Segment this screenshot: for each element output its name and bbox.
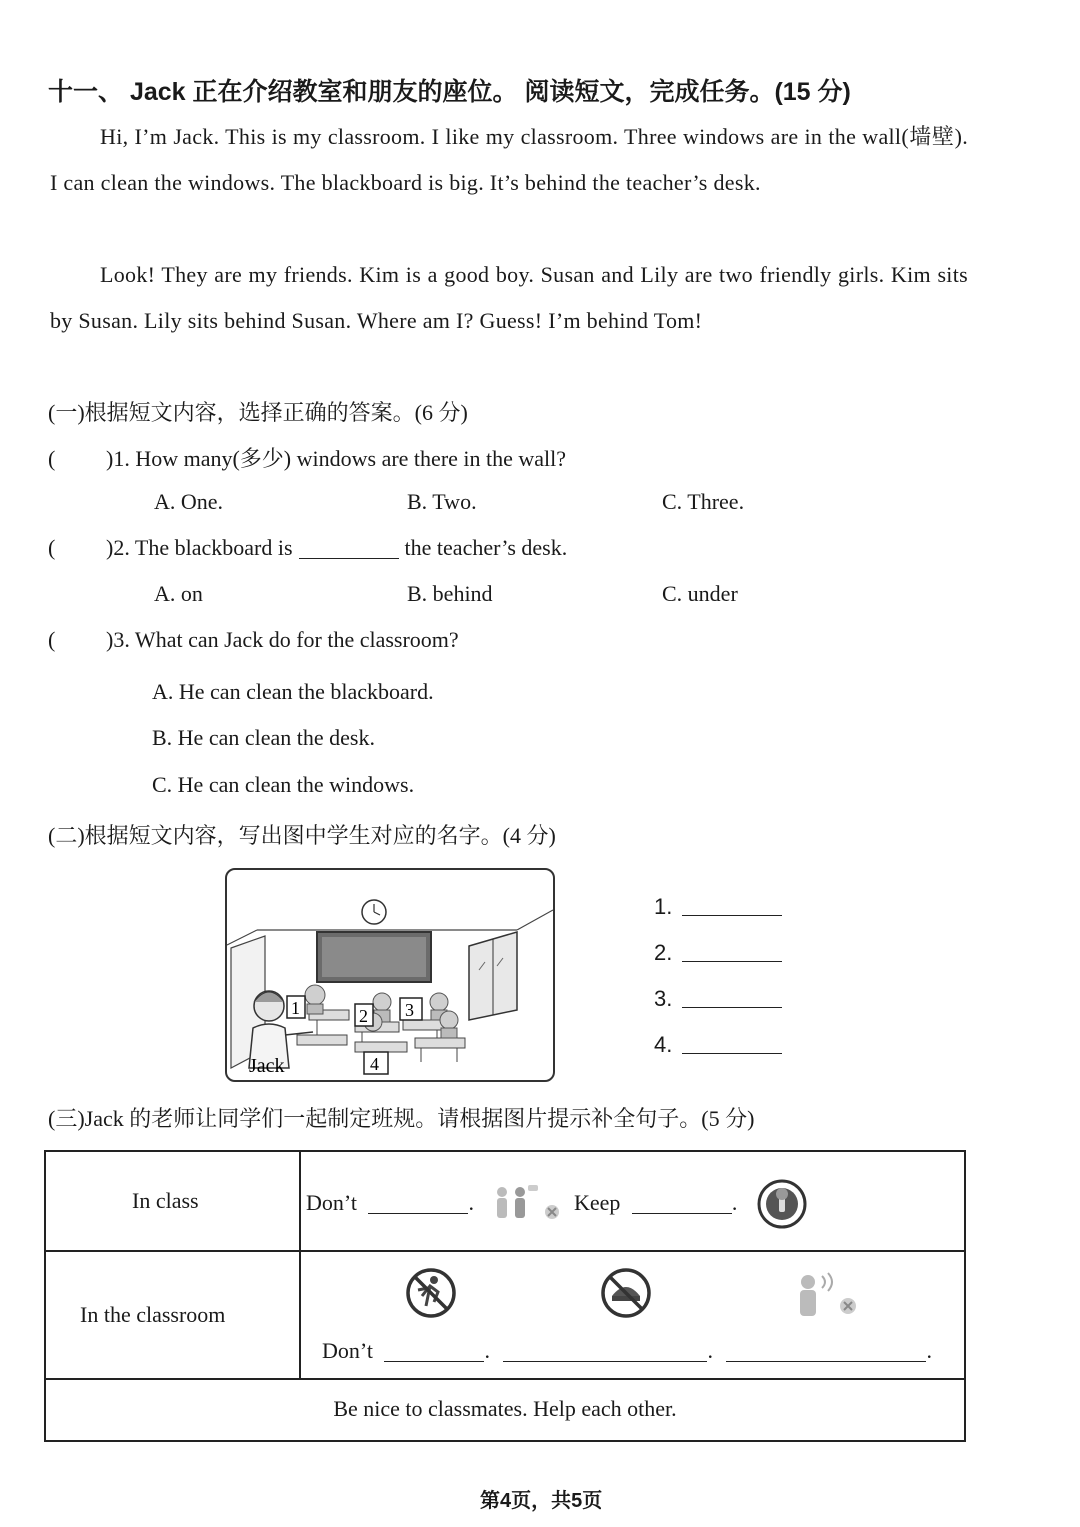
passage-paragraph-2: Look! They are my friends. Kim is a good boy. Susan and Lily are two friendly girls. Kim sits by Susan. Lily sits behind Susan. Where am I? Guess! I’m behind Tom! xyxy=(50,262,968,333)
answer-line-4 xyxy=(654,1032,782,1058)
row1-sentence xyxy=(306,1190,474,1216)
q3-option-b: B. He can clean the desk. xyxy=(152,725,375,750)
q3-option-c: C. He can clean the windows. xyxy=(152,772,415,797)
row1-keep-sentence xyxy=(574,1190,737,1216)
fill-blank[interactable] xyxy=(384,1341,484,1362)
figure-label-jack: Jack xyxy=(249,1055,285,1077)
fill-blank[interactable] xyxy=(368,1193,468,1214)
classroom-illustration xyxy=(225,868,555,1082)
q1-option-b: B. Two. xyxy=(407,489,477,514)
question-1 xyxy=(48,442,566,473)
q2-option-c: C. under xyxy=(662,581,738,606)
fill-blank[interactable] xyxy=(726,1341,926,1362)
answer-blank[interactable] xyxy=(682,941,782,962)
clock-icon xyxy=(362,900,386,924)
q2-option-a: A. on xyxy=(154,581,203,606)
answer-paren[interactable]: ( xyxy=(48,627,56,652)
answer-blank[interactable] xyxy=(682,987,782,1008)
q1-option-c: C. Three. xyxy=(662,489,745,514)
page-footer: 第4页，共5页 xyxy=(480,1490,603,1512)
question-1-text: )1. How many(多少) windows are there in the wall? xyxy=(106,446,567,471)
no-eating-icon xyxy=(599,1266,653,1325)
figure-label-2: 2 xyxy=(359,1006,368,1026)
answer-paren[interactable]: ( xyxy=(48,446,56,471)
figure-label-4: 4 xyxy=(370,1054,379,1074)
q1-option-a: A. One. xyxy=(154,489,224,514)
period: . xyxy=(707,1338,713,1363)
answer-line-1 xyxy=(654,894,782,920)
answer-line-3 xyxy=(654,986,782,1012)
answer-blank[interactable] xyxy=(682,1033,782,1054)
row2-sentence xyxy=(322,1338,932,1364)
period: . xyxy=(484,1338,490,1363)
answer-number: 3. xyxy=(654,986,673,1011)
talking-people-icon xyxy=(490,1182,568,1227)
rules-footer-row: Be nice to classmates. Help each other. xyxy=(333,1396,677,1421)
passage-paragraph-1: Hi, I’m Jack. This is my classroom. I like my classroom. Three windows are in the wall(墙壁). I can clean the windows. The blackboard is big. It’s behind the teacher’s desk. xyxy=(50,124,968,195)
fill-blank[interactable] xyxy=(299,536,399,559)
dont-word: Don’t xyxy=(306,1190,357,1215)
figure-label-3: 3 xyxy=(405,1000,414,1020)
no-shouting-icon xyxy=(792,1270,864,1325)
period: . xyxy=(468,1190,474,1215)
row-label-in-classroom: In the classroom xyxy=(80,1302,226,1327)
class-rules-table xyxy=(44,1150,966,1442)
period: . xyxy=(926,1338,932,1363)
keep-word: Keep xyxy=(574,1190,621,1215)
part1-title: (一)根据短文内容，选择正确的答案。(6 分) xyxy=(48,400,468,425)
question-2 xyxy=(48,535,567,561)
dont-word: Don’t xyxy=(322,1338,373,1363)
no-running-icon xyxy=(404,1266,458,1325)
figure-label-1: 1 xyxy=(291,998,300,1018)
section-title: 十一、 Jack 正在介绍教室和朋友的座位。 阅读短文，完成任务。(15 分) xyxy=(48,78,851,106)
row-label-in-class: In class xyxy=(132,1188,199,1213)
answer-number: 4. xyxy=(654,1032,673,1057)
answer-blank[interactable] xyxy=(682,895,782,916)
q2-option-b: B. behind xyxy=(407,581,493,606)
period: . xyxy=(731,1190,738,1215)
question-3 xyxy=(48,627,459,653)
answer-paren[interactable]: ( xyxy=(48,535,56,560)
answer-line-2 xyxy=(654,940,782,966)
question-2-text-after: the teacher’s desk. xyxy=(404,535,568,560)
fill-blank[interactable] xyxy=(632,1193,732,1214)
question-3-text: )3. What can Jack do for the classroom? xyxy=(106,627,459,652)
answer-number: 1. xyxy=(654,894,673,919)
quiet-icon xyxy=(756,1178,808,1235)
part3-title: (三)Jack 的老师让同学们一起制定班规。请根据图片提示补全句子。(5 分) xyxy=(48,1106,755,1131)
fill-blank[interactable] xyxy=(503,1341,707,1362)
answer-number: 2. xyxy=(654,940,673,965)
part2-title: (二)根据短文内容，写出图中学生对应的名字。(4 分) xyxy=(48,823,556,848)
q3-option-a: A. He can clean the blackboard. xyxy=(152,679,434,704)
question-2-text-before: )2. The blackboard is xyxy=(106,535,293,560)
